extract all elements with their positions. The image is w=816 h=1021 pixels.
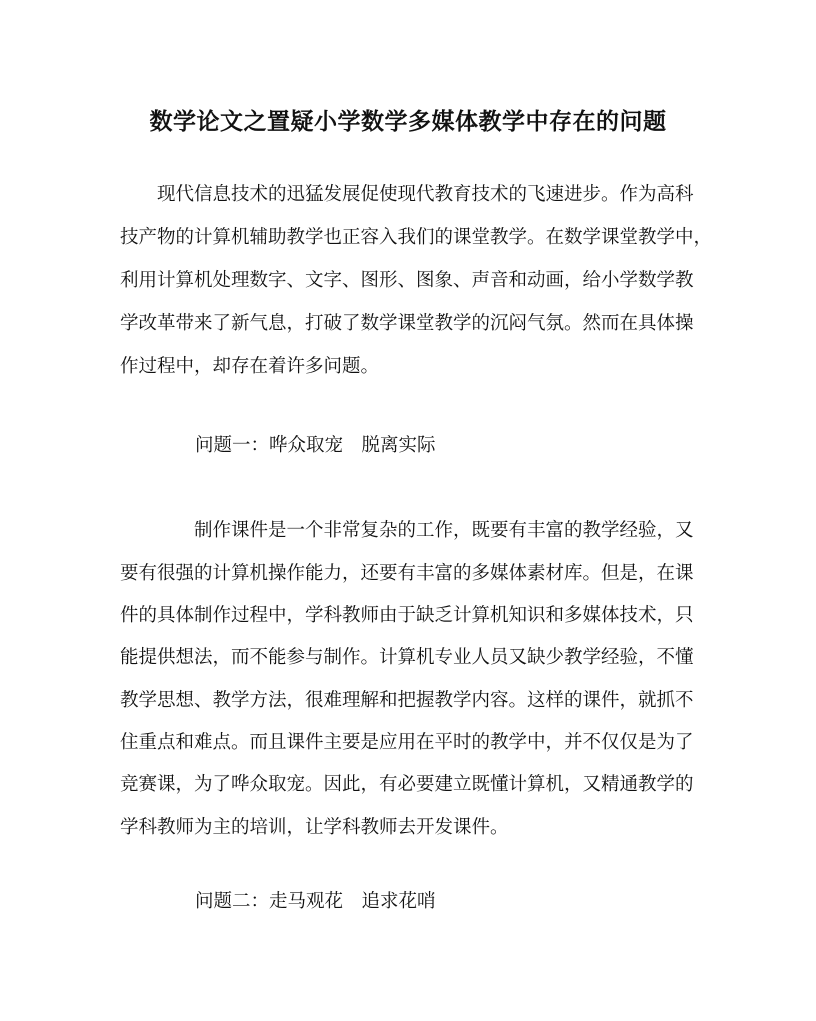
paragraph-line: 要有很强的计算机操作能力，还要有丰富的多媒体素材库。但是，在课	[120, 563, 694, 584]
paragraph-line: 现代信息技术的迅猛发展促使现代教育技术的飞速进步。作为高科	[120, 184, 694, 205]
paragraph-line: 教学思想、教学方法，很难理解和把握教学内容。这样的课件，就抓不	[120, 690, 694, 711]
paragraph-line: 能提供想法，而不能参与制作。计算机专业人员又缺少教学经验，不懂	[120, 647, 694, 668]
paragraph-line: 住重点和难点。而且课件主要是应用在平时的教学中，并不仅仅是为了	[120, 732, 694, 753]
paragraph-line: 学科教师为主的培训，让学科教师去开发课件。	[120, 817, 509, 838]
section-heading-1: 问题一：哗众取宠 脱离实际	[195, 435, 436, 456]
paragraph-line: 竞赛课，为了哗众取宠。因此，有必要建立既懂计算机，又精通教学的	[120, 774, 694, 795]
paragraph-line: 制作课件是一个非常复杂的工作，既要有丰富的教学经验，又	[120, 520, 694, 541]
paragraph-line: 作过程中，却存在着许多问题。	[120, 356, 380, 377]
section-heading-2: 问题二：走马观花 追求花哨	[195, 891, 436, 912]
paragraph-line: 件的具体制作过程中，学科教师由于缺乏计算机知识和多媒体技术，只	[120, 605, 694, 626]
document-title: 数学论文之置疑小学数学多媒体教学中存在的问题	[149, 108, 667, 135]
paragraph-line: 利用计算机处理数字、文字、图形、图象、声音和动画，给小学数学教	[120, 270, 694, 291]
paragraph-line: 技产物的计算机辅助教学也正容入我们的课堂教学。在数学课堂教学中，	[120, 227, 713, 248]
paragraph-line: 学改革带来了新气息，打破了数学课堂教学的沉闷气氛。然而在具体操	[120, 313, 694, 334]
